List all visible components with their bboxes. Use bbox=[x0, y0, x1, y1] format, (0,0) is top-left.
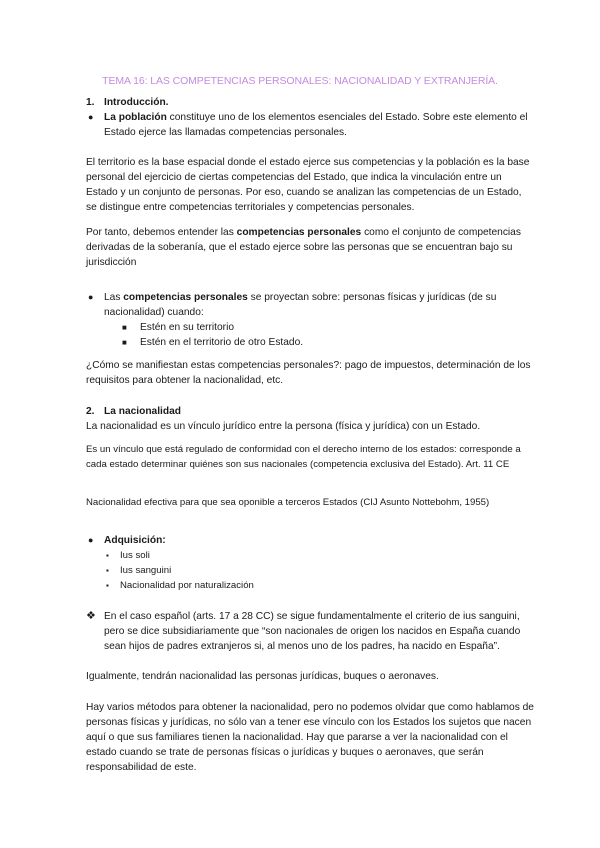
competencias-bullet bbox=[88, 290, 529, 320]
paragraph-personas-juridicas: Igualmente, tendrán nacionalidad las personas jurídicas, buques o aeronaves. bbox=[86, 671, 439, 682]
square-bullet-icon: ▪ bbox=[106, 551, 109, 560]
paragraph-nottebohm: Nacionalidad efectiva para que sea oponible a terceros Estados (CIJ Asunto Nottebohm, 1955) bbox=[86, 497, 490, 508]
section-1-number: 1. bbox=[86, 97, 95, 108]
section-2-number: 2. bbox=[86, 406, 95, 417]
adquisicion-heading: ● Adquisición: bbox=[88, 535, 166, 546]
diamond-bullet-icon: ❖ bbox=[86, 610, 96, 622]
b2-start: Las bbox=[104, 292, 124, 303]
p2-end: como el conjunto de competencias derivadas de la soberanía, que el estado ejerce sobre las personas que se encuentran bajo su jurisdicción bbox=[86, 227, 521, 268]
square-bullet-icon: ■ bbox=[122, 323, 127, 332]
paragraph-vinculo: Es un vínculo que está regulado de conformidad con el derecho interno de los estados: corresponde a cada estado determinar quiénes son sus nacionales (competencia exclusiva del Estado). Art. 11 CE bbox=[86, 444, 521, 470]
paragraph-territorio: El territorio es la base espacial donde el estado ejerce sus competencias y la población es la base personal del ejercicio de ciertas competencias del Estado, que indica la vinculación entre un Estado y un conjunto de personas. Por eso, cuando se analizan las competencias de un Estado, se distingue entre competencias territoriales y competencias personales. bbox=[86, 157, 530, 213]
p2-start: Por tanto, debemos entender las bbox=[86, 227, 237, 238]
intro-bold: La población bbox=[104, 112, 167, 123]
b2-end: se proyectan sobre: personas físicas y jurídicas (de su nacionalidad) cuando: bbox=[104, 292, 497, 318]
adquisicion-item: ▪ Nacionalidad por naturalización bbox=[106, 580, 254, 591]
b2-bold: competencias personales bbox=[123, 292, 248, 303]
square-bullet-icon: ■ bbox=[122, 338, 127, 347]
square-bullet-icon: ▪ bbox=[106, 581, 109, 590]
sub-list-item: ■ Estén en su territorio bbox=[122, 322, 234, 333]
bullet-icon: ● bbox=[88, 535, 94, 545]
paragraph-nacionalidad-definition: La nacionalidad es un vínculo jurídico entre la persona (física y jurídica) con un Estado. bbox=[86, 421, 481, 432]
adquisicion-item: ▪ Ius sanguini bbox=[106, 565, 172, 576]
section-2-heading bbox=[86, 404, 526, 419]
section-2-title: La nacionalidad bbox=[104, 406, 181, 417]
paragraph-por-tanto bbox=[86, 225, 531, 270]
intro-bullet bbox=[88, 110, 544, 140]
section-1-title: Introducción. bbox=[104, 97, 169, 108]
adquisicion-item: ▪ Ius soli bbox=[106, 550, 150, 561]
paragraph-metodos: Hay varios métodos para obtener la nacionalidad, pero no podemos olvidar que como hablamos de personas físicas y jurídicas, no sólo van a tener ese vínculo con los Estados los sujetos que nacen aquí o que sus familiares tienen la nacionalidad. Hay que pararse a ver la nacionalidad con el estado cuando se trate de personas físicas o jurídicas y buques o aeronaves, que serán responsabilidad de este. bbox=[86, 702, 534, 773]
section-1-heading bbox=[86, 95, 526, 110]
paragraph-como: ¿Cómo se manifiestan estas competencias personales?: pago de impuestos, determinación de los requisitos para obtener la nacionalidad, etc. bbox=[86, 360, 531, 386]
page-title: TEMA 16: LAS COMPETENCIAS PERSONALES: NACIONALIDAD Y EXTRANJERÍA. bbox=[102, 75, 498, 87]
square-bullet-icon: ▪ bbox=[106, 566, 109, 575]
sub-list-item: ■ Estén en el territorio de otro Estado. bbox=[122, 337, 304, 348]
bullet-icon: ● bbox=[88, 292, 94, 302]
bullet-icon: ● bbox=[88, 112, 94, 122]
paragraph-caso-espanol: ❖ En el caso español (arts. 17 a 28 CC) se sigue fundamentalmente el criterio de ius sanguini, pero se dice subsidiariamente que “son nacionales de origen los nacidos en España cuando sean hijos de padres extranjeros si, al menos uno de los padres, ha nacido en España”. bbox=[86, 610, 521, 652]
intro-text: constituye uno de los elementos esenciales del Estado. Sobre este elemento el Estado ejerce las llamadas competencias personales. bbox=[104, 112, 528, 138]
p2-bold: competencias personales bbox=[236, 227, 362, 238]
